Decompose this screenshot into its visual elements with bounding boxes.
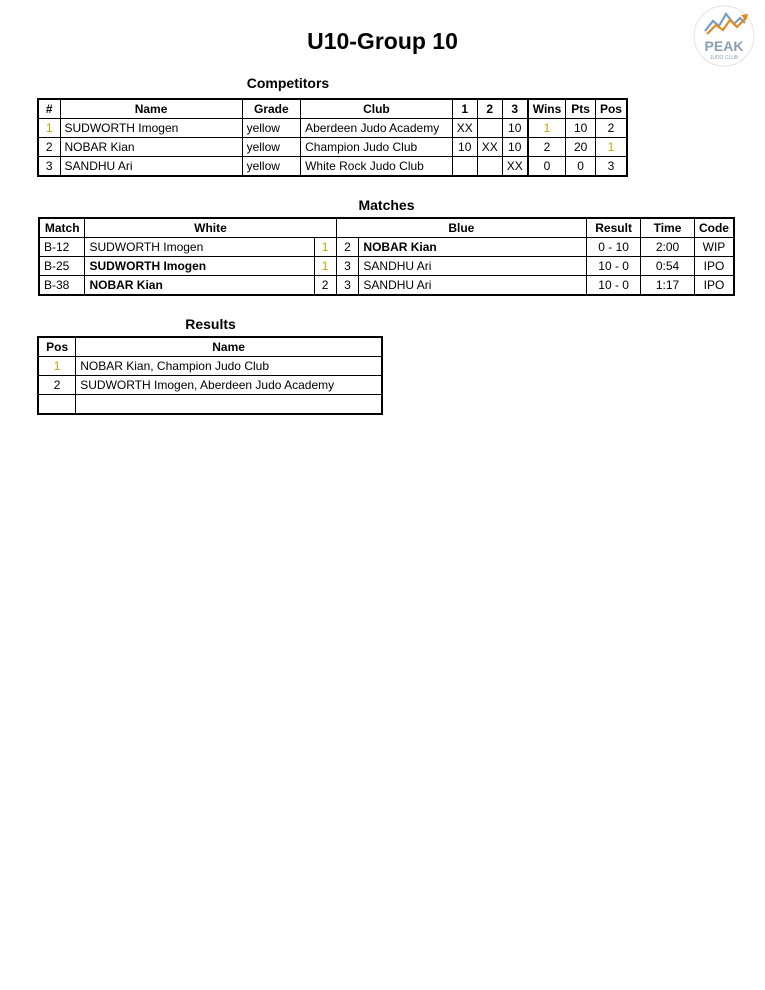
match-white-name: NOBAR Kian <box>85 276 314 296</box>
col-header-2: 2 <box>477 99 502 119</box>
match-blue-name: SANDHU Ari <box>359 276 587 296</box>
competitor-pts: 0 <box>566 157 596 177</box>
match-result: 0 - 10 <box>587 238 641 257</box>
competitor-num: 2 <box>38 138 60 157</box>
competitor-wins: 2 <box>528 138 566 157</box>
competitor-row <box>38 138 627 157</box>
col-header-num: # <box>38 99 60 119</box>
match-white-num: 2 <box>314 276 336 296</box>
match-id: B-12 <box>39 238 85 257</box>
match-blue-num: 3 <box>336 276 359 296</box>
peak-judo-club-logo <box>693 1 755 71</box>
match-result: 10 - 0 <box>587 257 641 276</box>
competitor-name: SANDHU Ari <box>60 157 242 177</box>
col-header-white: White <box>85 218 336 238</box>
competitor-club: Champion Judo Club <box>301 138 453 157</box>
match-blue-num: 3 <box>336 257 359 276</box>
result-pos: 2 <box>38 376 76 395</box>
results-table <box>37 336 383 415</box>
competitor-row <box>38 119 627 138</box>
matches-heading: Matches <box>358 197 415 213</box>
result-name: NOBAR Kian, Champion Judo Club <box>76 357 382 376</box>
competitor-score-3: 10 <box>502 119 528 138</box>
competitors-table <box>37 98 628 177</box>
match-id: B-38 <box>39 276 85 296</box>
match-white-num: 1 <box>314 238 336 257</box>
competitor-score-3: 10 <box>502 138 528 157</box>
match-result: 10 - 0 <box>587 276 641 296</box>
match-white-name: SUDWORTH Imogen <box>85 238 314 257</box>
competitor-pts: 20 <box>566 138 596 157</box>
match-row <box>39 238 734 257</box>
col-header-result: Result <box>587 218 641 238</box>
col-header-name: Name <box>60 99 242 119</box>
logo-subtitle: JUDO CLUB <box>709 55 739 61</box>
competitor-row <box>38 157 627 177</box>
match-white-num: 1 <box>314 257 336 276</box>
col-header-wins: Wins <box>528 99 566 119</box>
competitor-club: White Rock Judo Club <box>301 157 453 177</box>
result-name: SUDWORTH Imogen, Aberdeen Judo Academy <box>76 376 382 395</box>
col-header-result-name: Name <box>76 337 382 357</box>
competitor-pos: 3 <box>595 157 627 177</box>
match-blue-name: SANDHU Ari <box>359 257 587 276</box>
col-header-1: 1 <box>452 99 477 119</box>
page-title: U10-Group 10 <box>307 28 458 54</box>
result-name <box>76 395 382 415</box>
competitor-grade: yellow <box>242 157 301 177</box>
results-header-row <box>38 337 382 357</box>
match-code: WIP <box>694 238 734 257</box>
competitor-wins: 1 <box>528 119 566 138</box>
logo-word: PEAK <box>704 38 744 54</box>
col-header-grade: Grade <box>242 99 301 119</box>
competitor-num: 1 <box>38 119 60 138</box>
match-blue-num: 2 <box>336 238 359 257</box>
match-time: 1:17 <box>641 276 695 296</box>
col-header-blue: Blue <box>336 218 587 238</box>
competitors-heading: Competitors <box>246 75 330 91</box>
competitor-score-1: XX <box>452 119 477 138</box>
competitor-pos: 1 <box>595 138 627 157</box>
col-header-pts: Pts <box>566 99 596 119</box>
match-row <box>39 276 734 296</box>
match-white-name: SUDWORTH Imogen <box>85 257 314 276</box>
competitor-wins: 0 <box>528 157 566 177</box>
col-header-match: Match <box>39 218 85 238</box>
competitor-grade: yellow <box>242 138 301 157</box>
col-header-time: Time <box>641 218 695 238</box>
competitor-pos: 2 <box>595 119 627 138</box>
col-header-3: 3 <box>502 99 528 119</box>
competitor-score-2 <box>477 157 502 177</box>
match-code: IPO <box>694 257 734 276</box>
result-row <box>38 376 382 395</box>
matches-header-row <box>39 218 734 238</box>
competitors-header-row <box>38 99 627 119</box>
competitor-club: Aberdeen Judo Academy <box>301 119 453 138</box>
competitor-name: NOBAR Kian <box>60 138 242 157</box>
competitor-score-2 <box>477 119 502 138</box>
match-time: 0:54 <box>641 257 695 276</box>
col-header-pos: Pos <box>595 99 627 119</box>
result-pos <box>38 395 76 415</box>
competitor-num: 3 <box>38 157 60 177</box>
match-time: 2:00 <box>641 238 695 257</box>
result-row <box>38 395 382 415</box>
result-pos: 1 <box>38 357 76 376</box>
competitor-pts: 10 <box>566 119 596 138</box>
competitor-score-2: XX <box>477 138 502 157</box>
result-row <box>38 357 382 376</box>
matches-table <box>38 217 735 296</box>
competitor-name: SUDWORTH Imogen <box>60 119 242 138</box>
match-id: B-25 <box>39 257 85 276</box>
competitor-score-3: XX <box>502 157 528 177</box>
col-header-result-pos: Pos <box>38 337 76 357</box>
match-blue-name: NOBAR Kian <box>359 238 587 257</box>
match-row <box>39 257 734 276</box>
results-heading: Results <box>185 316 236 332</box>
col-header-club: Club <box>301 99 453 119</box>
competitor-score-1: 10 <box>452 138 477 157</box>
match-code: IPO <box>694 276 734 296</box>
col-header-code: Code <box>694 218 734 238</box>
competitor-score-1 <box>452 157 477 177</box>
competitor-grade: yellow <box>242 119 301 138</box>
